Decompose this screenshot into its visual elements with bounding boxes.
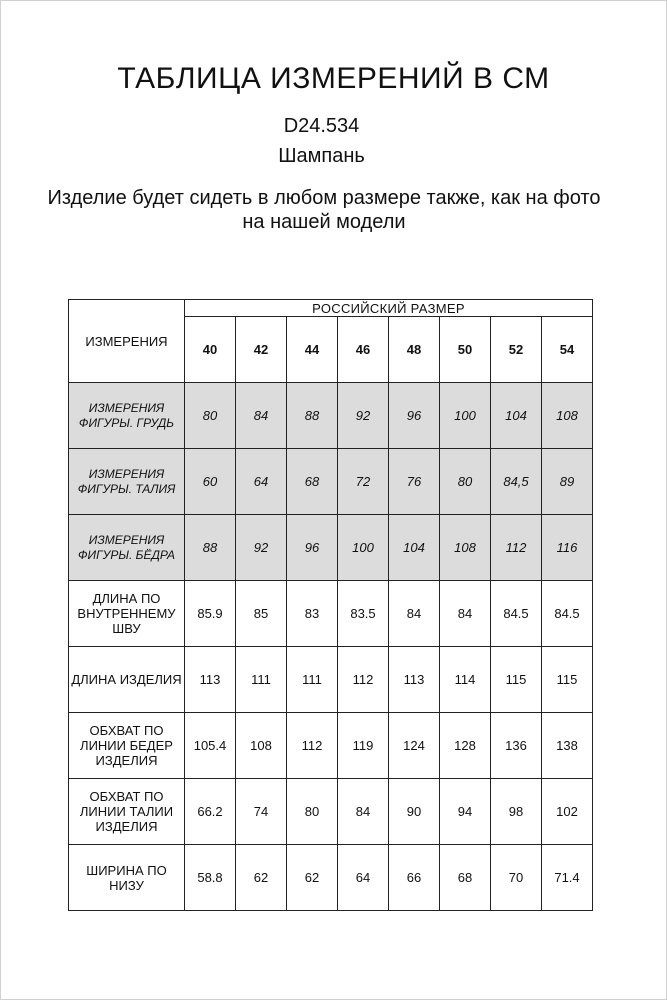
measurement-cell: 113 (185, 647, 236, 713)
table-row (69, 845, 593, 911)
measurement-cell: 84 (236, 383, 287, 449)
measurement-cell: 119 (338, 713, 389, 779)
row-label (69, 581, 185, 647)
row-label-line: ВНУТРЕННЕМУ (77, 606, 176, 621)
size-header-cell: 44 (287, 317, 338, 383)
size-header-cell: 52 (491, 317, 542, 383)
measurement-cell: 111 (287, 647, 338, 713)
measurement-cell: 60 (185, 449, 236, 515)
row-label-line: ЛИНИИ ТАЛИИ (79, 804, 174, 819)
measurement-cell: 84.5 (542, 581, 593, 647)
row-label-line: ДЛИНА ПО (92, 591, 161, 606)
measurement-cell: 90 (389, 779, 440, 845)
measurement-cell: 112 (338, 647, 389, 713)
measurement-cell: 71.4 (542, 845, 593, 911)
measurement-cell: 64 (236, 449, 287, 515)
row-label-line: ИЗДЕЛИЯ (95, 819, 158, 834)
measurement-cell: 115 (491, 647, 542, 713)
size-table (68, 299, 593, 911)
size-header-cell: 54 (542, 317, 593, 383)
measurement-cell: 115 (542, 647, 593, 713)
table-row (69, 515, 593, 581)
measurement-cell: 100 (440, 383, 491, 449)
measurement-cell: 66 (389, 845, 440, 911)
measurement-cell: 124 (389, 713, 440, 779)
row-label (69, 449, 185, 515)
measurement-cell: 84 (338, 779, 389, 845)
measurement-cell: 105.4 (185, 713, 236, 779)
measurement-cell: 94 (440, 779, 491, 845)
measurement-cell: 76 (389, 449, 440, 515)
measurement-cell: 58.8 (185, 845, 236, 911)
measurement-cell: 108 (542, 383, 593, 449)
row-label-line: ИЗДЕЛИЯ (95, 753, 158, 768)
row-label-line: ФИГУРЫ. БЁДРА (78, 547, 175, 562)
measurement-cell: 112 (287, 713, 338, 779)
table-row (69, 713, 593, 779)
row-label (69, 647, 185, 713)
measurement-cell: 136 (491, 713, 542, 779)
measurement-cell: 66.2 (185, 779, 236, 845)
size-header-cell: 42 (236, 317, 287, 383)
row-label (69, 713, 185, 779)
table-row (69, 779, 593, 845)
measurement-cell: 100 (338, 515, 389, 581)
page-title: ТАБЛИЦА ИЗМЕРЕНИЙ В СМ (117, 62, 550, 95)
measurement-cell: 102 (542, 779, 593, 845)
measurement-cell: 108 (440, 515, 491, 581)
measurement-cell: 108 (236, 713, 287, 779)
measurement-cell: 64 (338, 845, 389, 911)
measurement-cell: 68 (440, 845, 491, 911)
measurement-cell: 104 (389, 515, 440, 581)
measurement-cell: 96 (287, 515, 338, 581)
table-row (69, 647, 593, 713)
measurement-cell: 84 (389, 581, 440, 647)
row-label-line: ШИРИНА ПО (86, 862, 167, 878)
color-name: Шампань (278, 145, 365, 167)
measurement-cell: 96 (389, 383, 440, 449)
measurement-cell: 83 (287, 581, 338, 647)
row-label (69, 779, 185, 845)
measurement-cell: 114 (440, 647, 491, 713)
table-row (69, 383, 593, 449)
row-label (69, 383, 185, 449)
measurement-cell: 80 (185, 383, 236, 449)
measurement-cell: 113 (389, 647, 440, 713)
measurement-cell: 80 (287, 779, 338, 845)
measurement-cell: 84 (440, 581, 491, 647)
size-header-cell: 40 (185, 317, 236, 383)
measurement-cell: 92 (338, 383, 389, 449)
measurement-cell: 83.5 (338, 581, 389, 647)
measurement-cell: 116 (542, 515, 593, 581)
measurement-cell: 89 (542, 449, 593, 515)
measurement-cell: 62 (287, 845, 338, 911)
size-header-cell: 50 (440, 317, 491, 383)
table-row (69, 449, 593, 515)
row-label-line: ИЗМЕРЕНИЯ (88, 400, 165, 415)
row-label-line: ИЗМЕРЕНИЯ (88, 466, 165, 481)
row-label-line: ШВУ (112, 621, 141, 636)
table-row (69, 581, 593, 647)
row-label-line: ЛИНИИ БЕДЕР (80, 738, 173, 753)
measurement-cell: 70 (491, 845, 542, 911)
row-label (69, 845, 185, 911)
size-header-cell: 48 (389, 317, 440, 383)
row-label-line: ОБХВАТ ПО (89, 723, 164, 738)
measurement-cell: 68 (287, 449, 338, 515)
row-label (69, 515, 185, 581)
measurement-cell: 98 (491, 779, 542, 845)
measurement-cell: 104 (491, 383, 542, 449)
measurement-cell: 112 (491, 515, 542, 581)
row-label-line: ДЛИНА ИЗДЕЛИЯ (71, 672, 182, 687)
row-label-line: НИЗУ (109, 877, 144, 893)
header-row-group (69, 300, 593, 317)
row-label-line: ФИГУРЫ. ГРУДЬ (78, 415, 175, 430)
measurement-cell: 74 (236, 779, 287, 845)
measurement-cell: 138 (542, 713, 593, 779)
russian-size-header: РОССИЙСКИЙ РАЗМЕР (185, 300, 593, 317)
article-number: D24.534 (283, 115, 360, 137)
measurement-cell: 80 (440, 449, 491, 515)
measurement-cell: 111 (236, 647, 287, 713)
measurement-cell: 72 (338, 449, 389, 515)
measurement-cell: 88 (185, 515, 236, 581)
measurement-cell: 84.5 (491, 581, 542, 647)
fit-note: Изделие будет сидеть в любом размере также, как на фото на нашей модели (47, 187, 601, 233)
measurement-cell: 85.9 (185, 581, 236, 647)
measurement-cell: 85 (236, 581, 287, 647)
measurement-cell: 128 (440, 713, 491, 779)
row-label-line: ОБХВАТ ПО (89, 789, 164, 804)
measurement-cell: 88 (287, 383, 338, 449)
row-label-line: ФИГУРЫ. ТАЛИЯ (77, 481, 176, 496)
size-header-cell: 46 (338, 317, 389, 383)
measure-header: ИЗМЕРЕНИЯ (69, 300, 185, 383)
measurement-cell: 62 (236, 845, 287, 911)
row-label-line: ИЗМЕРЕНИЯ (88, 532, 165, 547)
measurement-cell: 92 (236, 515, 287, 581)
measurement-cell: 84,5 (491, 449, 542, 515)
